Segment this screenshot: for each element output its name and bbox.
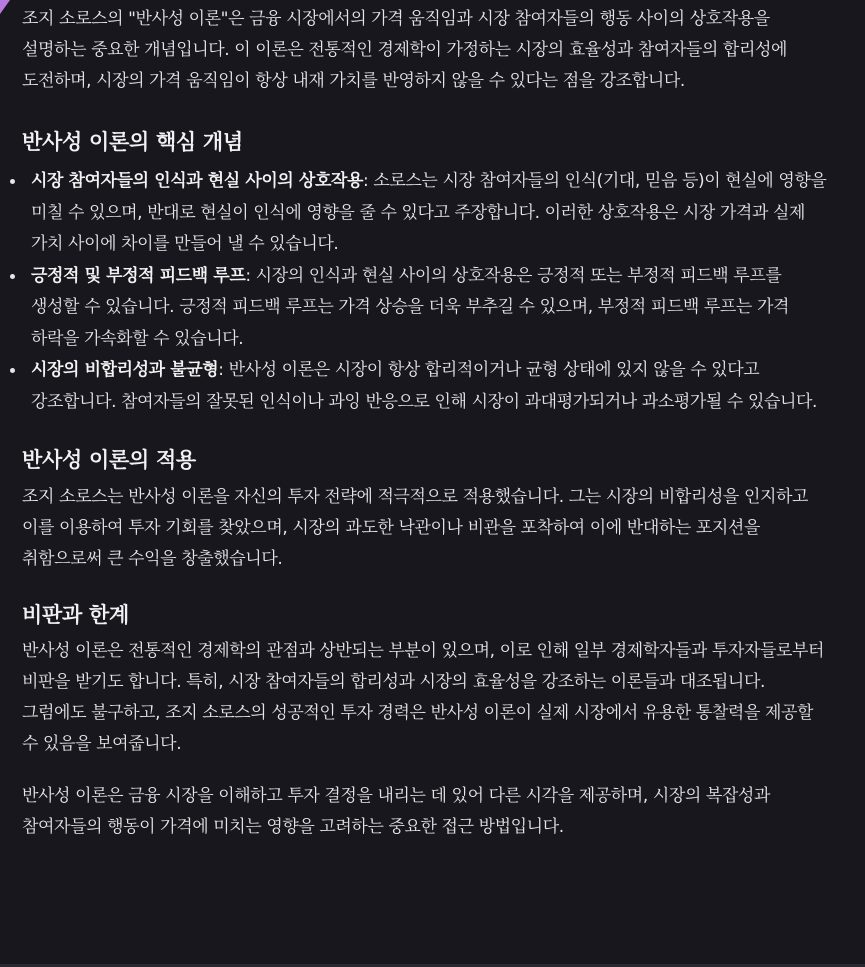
application-paragraph: 조지 소로스는 반사성 이론을 자신의 투자 전략에 적극적으로 적용했습니다. 그는 시장의 비합리성을 인지하고 이를 이용하여 투자 기회를 찾았으며, 시장의 과도한 낙관이나 비관을 포착하여 이에 반대하는 포지션을 취함으로써 큰 수익을 창출했습니다.: [22, 487, 809, 569]
bullet-icon: [10, 179, 15, 184]
list-item-term: 긍정적 및 부정적 피드백 루프: [31, 265, 246, 286]
list-item-term: 시장 참여자들의 인식과 현실 사이의 상호작용: [31, 171, 364, 191]
heading-application: 반사성 이론의 적용: [22, 448, 196, 472]
core-concepts-list: [22, 166, 831, 418]
intro-paragraph: 조지 소로스의 "반사성 이론"은 금융 시장에서의 가격 움직임과 시장 참여자들의 행동 사이의 상호작용을 설명하는 중요한 개념입니다. 이 이론은 전통적인 경제학이 가정하는 시장의 효율성과 참여자들의 합리성에 도전하며, 시장의 가격 움직임이 항상 내재 가치를 반영하지 않을 수 있다는 점을 강조합니다.: [22, 9, 788, 91]
list-item-text: : 소로스는 시장 참여자들의 인식(기대, 믿음 등)이 현실에 영향을 미칠 수 있으며, 반대로 현실이 인식에 영향을 줄 수 있다고 주장합니다. 이러한 상호작용은 시장 가격과 실제 가치 사이에 차이를 만들어 낼 수 있습니다.: [31, 171, 827, 254]
closing-paragraph: 반사성 이론은 금융 시장을 이해하고 투자 결정을 내리는 데 있어 다른 시각을 제공하며, 시장의 복잡성과 참여자들의 행동이 가격에 미치는 영향을 고려하는 중요한 접근 방법입니다.: [22, 786, 770, 837]
list-item-text: : 반사성 이론은 시장이 항상 합리적이거나 균형 상태에 있지 않을 수 있다고 강조합니다. 참여자들의 잘못된 인식이나 과잉 반응으로 인해 시장이 과대평가되거나 과소평가될 수 있습니다.: [31, 360, 818, 412]
bullet-icon: [10, 368, 15, 373]
heading-core-concepts: 반사성 이론의 핵심 개념: [22, 130, 243, 154]
criticism-paragraph: 반사성 이론은 전통적인 경제학의 관점과 상반되는 부분이 있으며, 이로 인해 일부 경제학자들과 투자자들로부터 비판을 받기도 합니다. 특히, 시장 참여자들의 합리성과 시장의 효율성을 강조하는 이론들과 대조됩니다. 그럼에도 불구하고, 조지 소로스의 성공적인 투자 경력은 반사성 이론이 실제 시장에서 유용한 통찰력을 제공할 수 있음을 보여줍니다.: [22, 641, 825, 754]
heading-criticism: 비판과 한계: [22, 603, 129, 627]
list-item-term: 시장의 비합리성과 불균형: [31, 360, 219, 380]
list-item: [22, 166, 831, 261]
list-item: [22, 355, 831, 418]
list-item-text: : 시장의 인식과 현실 사이의 상호작용은 긍정적 또는 부정적 피드백 루프를 생성할 수 있습니다. 긍정적 피드백 루프는 가격 상승을 더욱 부추길 수 있으며, 부정적 피드백 루프는 가격 하락을 가속화할 수 있습니다.: [31, 265, 789, 349]
bullet-icon: [10, 274, 15, 279]
list-item: [22, 261, 831, 356]
